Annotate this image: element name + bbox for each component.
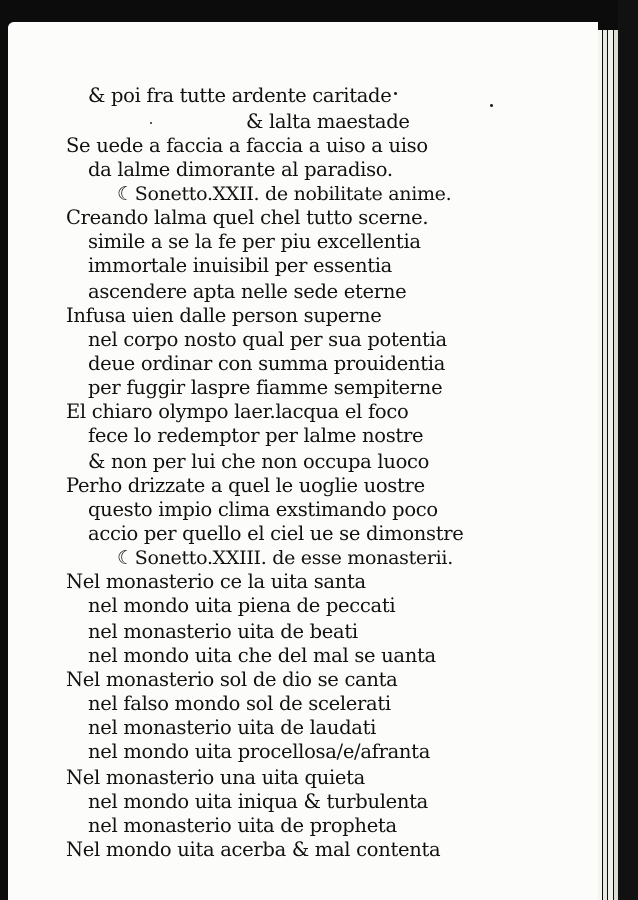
verse-line: nel monasterio uita de laudati [88,716,377,739]
verse-line: per fuggir laspre fiamme sempiterne [88,376,443,399]
verse-line: Nel mondo uita acerba & mal contenta [66,838,441,861]
verse-line: nel monasterio uita de propheta [88,814,397,837]
sonnet-heading: ☾Sonetto.XXII. de nobilitate anime. [117,183,452,205]
verse-line: nel mondo uita piena de peccati [88,594,396,617]
verse-line: Nel monasterio sol de dio se canta [66,668,398,691]
verse-line: nel mondo uita procellosa/e/afranta [88,740,431,763]
paragraph-mark-icon: ☾ [117,183,134,205]
verse-line: deue ordinar con summa prouidentia [88,352,446,375]
verse-line: & lalta maestade [246,110,410,133]
verse-line: nel monasterio uita de beati [88,620,358,643]
verse-line: accio per quello el ciel ue se dimonstre [88,522,464,545]
verse-line: nel mondo uita iniqua & turbulenta [88,790,429,813]
verse-line: immortale inuisibil per essentia [88,254,392,277]
verse-line: Perho drizzate a quel le uoglie uostre [66,474,425,497]
verse-line: Se uede a faccia a faccia a uiso a uiso [66,134,428,157]
verse-line: Infusa uien dalle person superne [66,304,382,327]
verse-line: Creando lalma quel chel tutto scerne. [66,206,429,229]
verse-line: Nel monasterio ce la uita santa [66,570,366,593]
sonnet-heading: ☾Sonetto.XXIII. de esse monasterii. [117,547,453,569]
verse-line: nel mondo uita che del mal se uanta [88,644,436,667]
paragraph-mark-icon: ☾ [117,547,134,569]
verse-line: fece lo redemptor per lalme nostre [88,424,424,447]
verse-line: simile a se la fe per piu excellentia [88,230,421,253]
verse-line: da lalme dimorante al paradiso. [88,158,393,181]
verse-line: ascendere apta nelle sede eterne [88,280,407,303]
verse-line: nel corpo nosto qual per sua potentia [88,328,447,351]
verse-line: & poi fra tutte ardente caritade [88,84,392,107]
verse-line: El chiaro olympo laer.lacqua el foco [66,400,409,423]
verse-line: nel falso mondo sol de scelerati [88,692,391,715]
verse-line: questo impio clima exstimando poco [88,498,438,521]
verse-line: & non per lui che non occupa luoco [88,450,430,473]
verse-line: Nel monasterio una uita quieta [66,766,366,789]
